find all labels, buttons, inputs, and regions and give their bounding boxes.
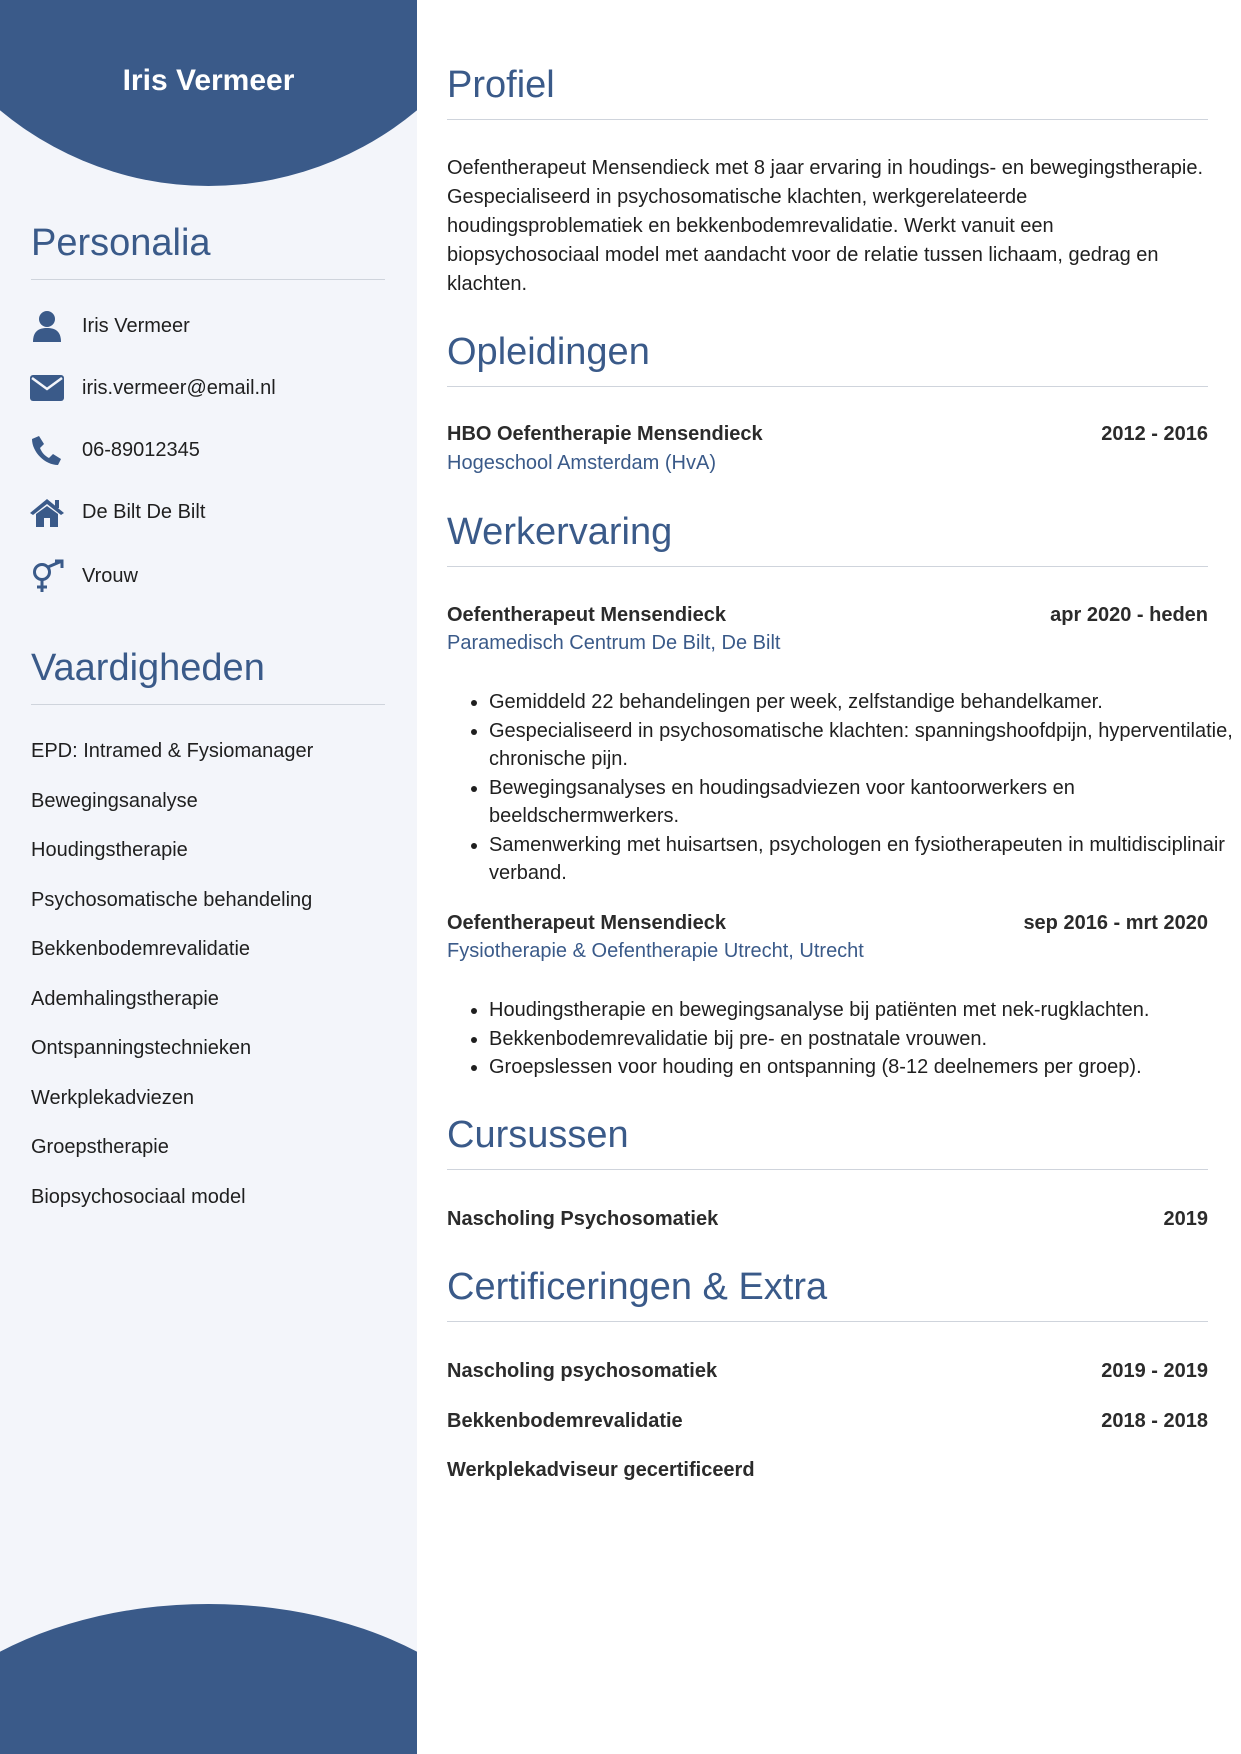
course-item	[447, 1208, 1208, 1231]
gender-icon	[29, 558, 65, 594]
cert-item	[447, 1360, 1208, 1383]
cert-period: 2018 - 2018	[1101, 1410, 1208, 1432]
cert-period: 2019 - 2019	[1101, 1360, 1208, 1382]
personalia-name-row	[29, 306, 190, 346]
skill-item: Psychosomatische behandeling	[31, 889, 313, 911]
course-name: Nascholing Psychosomatiek	[447, 1208, 719, 1230]
personalia-heading: Personalia	[31, 222, 385, 280]
personalia-address-row	[29, 492, 205, 532]
personalia-email: iris.vermeer@email.nl	[82, 376, 276, 399]
phone-icon	[29, 432, 65, 468]
course-year: 2019	[1163, 1208, 1208, 1230]
cert-item	[447, 1410, 1208, 1433]
sidebar-bottom-arc	[0, 1604, 417, 1754]
list-item: • Houdingstherapie en bewegingsanalyse bij patiënten met nek-rugklachten.	[489, 996, 1241, 1025]
experience-item-header	[447, 912, 1208, 935]
cert-name: Nascholing psychosomatiek	[447, 1360, 718, 1382]
list-item: • Samenwerking met huisartsen, psychologen en fysiotherapeuten in multidisciplinair verband.	[489, 831, 1241, 888]
cert-item	[447, 1459, 1208, 1482]
personalia-address: De Bilt De Bilt	[82, 500, 206, 523]
education-period: 2012 - 2016	[1101, 423, 1208, 445]
skill-item: Houdingstherapie	[31, 839, 188, 861]
sidebar	[0, 0, 417, 1754]
skill-item: Bewegingsanalyse	[31, 790, 198, 812]
person-icon	[29, 308, 65, 344]
skill-item: Werkplekadviezen	[31, 1087, 195, 1109]
experience-role: Oefentherapeut Mensendieck	[447, 604, 726, 626]
certs-heading: Certificeringen & Extra	[447, 1266, 1208, 1322]
envelope-icon	[29, 370, 65, 406]
experience-bullets	[447, 688, 1241, 888]
list-item: • Bewegingsanalyses en houdingsadviezen voor kantoorwerkers en beeldschermwerkers.	[489, 774, 1241, 831]
experience-employer: Fysiotherapie & Oefentherapie Utrecht, Utrecht	[447, 940, 864, 962]
personalia-gender-row	[29, 556, 138, 596]
education-school: Hogeschool Amsterdam (HvA)	[447, 452, 716, 474]
candidate-name: Iris Vermeer	[122, 64, 295, 97]
skill-item: Biopsychosociaal model	[31, 1186, 246, 1208]
experience-item-header	[447, 604, 1208, 627]
experience-period: sep 2016 - mrt 2020	[1023, 912, 1208, 934]
personalia-phone-row	[29, 430, 200, 470]
education-heading: Opleidingen	[447, 331, 1208, 387]
skills-heading: Vaardigheden	[31, 647, 385, 705]
personalia-email-row	[29, 368, 276, 408]
courses-heading: Cursussen	[447, 1114, 1208, 1170]
skill-item: Bekkenbodemrevalidatie	[31, 938, 251, 960]
personalia-name: Iris Vermeer	[82, 314, 190, 337]
personalia-phone: 06-89012345	[82, 438, 200, 461]
skill-item: Ademhalingstherapie	[31, 988, 219, 1010]
experience-heading: Werkervaring	[447, 511, 1208, 567]
skill-item: Groepstherapie	[31, 1136, 169, 1158]
personalia-gender: Vrouw	[82, 564, 138, 587]
list-item: • Groepslessen voor houding en ontspanning (8-12 deelnemers per groep).	[489, 1053, 1241, 1082]
home-icon	[29, 494, 65, 530]
experience-role: Oefentherapeut Mensendieck	[447, 912, 726, 934]
skill-item: Ontspanningstechnieken	[31, 1037, 252, 1059]
list-item: • Gemiddeld 22 behandelingen per week, zelfstandige behandelkamer.	[489, 688, 1241, 717]
skill-item: EPD: Intramed & Fysiomanager	[31, 740, 314, 762]
education-item	[447, 423, 1208, 446]
list-item: • Bekkenbodemrevalidatie bij pre- en postnatale vrouwen.	[489, 1025, 1241, 1054]
profile-heading: Profiel	[447, 64, 1208, 120]
experience-employer: Paramedisch Centrum De Bilt, De Bilt	[447, 632, 781, 654]
experience-period: apr 2020 - heden	[1050, 604, 1208, 626]
education-degree: HBO Oefentherapie Mensendieck	[447, 423, 763, 445]
cert-name: Bekkenbodemrevalidatie	[447, 1410, 683, 1432]
experience-bullets	[447, 996, 1241, 1082]
list-item: • Gespecialiseerd in psychosomatische klachten: spanningshoofdpijn, hyperventilatie, chronische pijn.	[489, 717, 1241, 774]
profile-text: Oefentherapeut Mensendieck met 8 jaar ervaring in houdings- en bewegingstherapie. Gespecialiseerd in psychosomatische klachten, werkgerelateerde houdingsproblematiek en bekkenbodemrevalidatie. Werkt vanuit een biopsychosociaal model met aandacht voor de relatie tussen lichaam, gedrag en klachten.	[447, 157, 1204, 295]
cert-name: Werkplekadviseur gecertificeerd	[447, 1459, 755, 1481]
